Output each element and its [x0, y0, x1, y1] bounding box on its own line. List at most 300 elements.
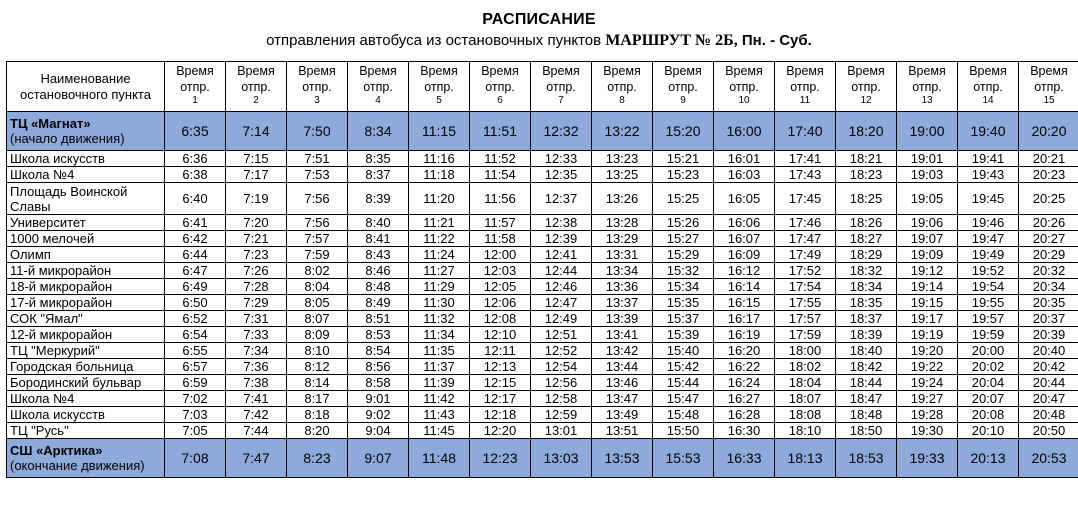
column-label-time: Время — [969, 64, 1007, 78]
departure-time: 13:36 — [592, 279, 653, 295]
departure-time: 11:58 — [470, 231, 531, 247]
departure-time: 13:39 — [592, 311, 653, 327]
departure-time: 19:07 — [897, 231, 958, 247]
departure-time: 12:58 — [531, 391, 592, 407]
departure-time: 12:51 — [531, 327, 592, 343]
departure-time: 12:52 — [531, 343, 592, 359]
departure-time: 20:48 — [1019, 407, 1078, 423]
header-row — [7, 62, 1078, 112]
stop-row — [7, 295, 1078, 311]
departure-time: 17:45 — [775, 183, 836, 215]
departure-time: 18:42 — [836, 359, 897, 375]
departure-time: 18:47 — [836, 391, 897, 407]
departure-time: 12:15 — [470, 375, 531, 391]
departure-time: 19:47 — [958, 231, 1019, 247]
departure-time: 18:02 — [775, 359, 836, 375]
stop-row — [7, 423, 1078, 439]
departure-time: 13:34 — [592, 263, 653, 279]
departure-time: 20:13 — [958, 439, 1019, 478]
departure-time: 15:37 — [653, 311, 714, 327]
column-number: 11 — [799, 95, 811, 106]
departure-time: 7:53 — [287, 167, 348, 183]
stop-name: 18-й микрорайон — [7, 279, 165, 295]
departure-time: 7:15 — [226, 151, 287, 167]
departure-time: 11:16 — [409, 151, 470, 167]
departure-time: 13:37 — [592, 295, 653, 311]
departure-time: 18:04 — [775, 375, 836, 391]
departure-time: 18:48 — [836, 407, 897, 423]
departure-time: 20:23 — [1019, 167, 1078, 183]
departure-time: 11:51 — [470, 112, 531, 151]
departure-time: 8:51 — [348, 311, 409, 327]
column-label-time: Время — [420, 64, 458, 78]
departure-time: 6:49 — [165, 279, 226, 295]
departure-time: 8:04 — [287, 279, 348, 295]
departure-time: 16:03 — [714, 167, 775, 183]
departure-time: 8:58 — [348, 375, 409, 391]
stop-row — [7, 183, 1078, 215]
departure-time: 18:37 — [836, 311, 897, 327]
stop-name: 17-й микрорайон — [7, 295, 165, 311]
departure-time: 15:25 — [653, 183, 714, 215]
departure-time: 6:47 — [165, 263, 226, 279]
departure-time: 18:39 — [836, 327, 897, 343]
column-label-time: Время — [359, 64, 397, 78]
departure-time: 18:10 — [775, 423, 836, 439]
departure-time: 8:10 — [287, 343, 348, 359]
departure-time: 20:53 — [1019, 439, 1078, 478]
departure-time: 12:20 — [470, 423, 531, 439]
departure-time: 18:29 — [836, 247, 897, 263]
departure-time: 19:43 — [958, 167, 1019, 183]
stop-name: Городская больница — [7, 359, 165, 375]
departure-time: 13:44 — [592, 359, 653, 375]
departure-time: 20:10 — [958, 423, 1019, 439]
departure-time: 13:25 — [592, 167, 653, 183]
stop-row — [7, 279, 1078, 295]
departure-time: 11:45 — [409, 423, 470, 439]
column-number: 3 — [314, 95, 320, 106]
terminal-stop-row — [7, 112, 1078, 151]
departure-time: 12:10 — [470, 327, 531, 343]
departure-time: 20:29 — [1019, 247, 1078, 263]
departure-time: 19:55 — [958, 295, 1019, 311]
departure-time: 19:01 — [897, 151, 958, 167]
departure-time: 9:01 — [348, 391, 409, 407]
departure-time: 8:35 — [348, 151, 409, 167]
departure-time: 17:43 — [775, 167, 836, 183]
departure-time: 12:05 — [470, 279, 531, 295]
departure-column-header — [348, 62, 409, 112]
departure-time: 16:05 — [714, 183, 775, 215]
departure-time: 7:29 — [226, 295, 287, 311]
stop-name-header: Наименование остановочного пункта — [7, 62, 165, 112]
departure-time: 18:53 — [836, 439, 897, 478]
stop-row — [7, 359, 1078, 375]
departure-time: 19:40 — [958, 112, 1019, 151]
departure-time: 18:00 — [775, 343, 836, 359]
column-number: 10 — [738, 95, 750, 106]
stop-row — [7, 343, 1078, 359]
departure-time: 20:42 — [1019, 359, 1078, 375]
departure-time: 15:34 — [653, 279, 714, 295]
departure-time: 19:15 — [897, 295, 958, 311]
departure-time: 8:34 — [348, 112, 409, 151]
column-label-time: Время — [908, 64, 946, 78]
departure-time: 13:22 — [592, 112, 653, 151]
departure-time: 7:57 — [287, 231, 348, 247]
departure-time: 8:53 — [348, 327, 409, 343]
departure-time: 17:47 — [775, 231, 836, 247]
departure-time: 18:26 — [836, 215, 897, 231]
departure-time: 18:32 — [836, 263, 897, 279]
departure-time: 15:21 — [653, 151, 714, 167]
departure-time: 8:46 — [348, 263, 409, 279]
column-number: 9 — [680, 95, 686, 106]
departure-time: 12:35 — [531, 167, 592, 183]
departure-time: 19:22 — [897, 359, 958, 375]
departure-time: 16:33 — [714, 439, 775, 478]
column-label-time: Время — [176, 64, 214, 78]
departure-time: 18:27 — [836, 231, 897, 247]
departure-time: 20:25 — [1019, 183, 1078, 215]
departure-time: 20:37 — [1019, 311, 1078, 327]
departure-time: 8:39 — [348, 183, 409, 215]
stop-row — [7, 327, 1078, 343]
departure-time: 7:50 — [287, 112, 348, 151]
departure-time: 12:39 — [531, 231, 592, 247]
departure-time: 12:38 — [531, 215, 592, 231]
departure-time: 15:26 — [653, 215, 714, 231]
stop-row — [7, 231, 1078, 247]
stop-row — [7, 167, 1078, 183]
departure-time: 11:54 — [470, 167, 531, 183]
departure-time: 19:24 — [897, 375, 958, 391]
departure-time: 7:17 — [226, 167, 287, 183]
departure-time: 11:15 — [409, 112, 470, 151]
column-label-time: Время — [603, 64, 641, 78]
column-label-departure: отпр. — [790, 79, 820, 94]
departure-time: 6:59 — [165, 375, 226, 391]
stop-name: Олимп — [7, 247, 165, 263]
departure-time: 6:52 — [165, 311, 226, 327]
departure-time: 16:17 — [714, 311, 775, 327]
stop-name — [7, 112, 165, 151]
departure-time: 11:29 — [409, 279, 470, 295]
departure-time: 11:20 — [409, 183, 470, 215]
departure-time: 18:21 — [836, 151, 897, 167]
departure-time: 13:28 — [592, 215, 653, 231]
departure-time: 12:46 — [531, 279, 592, 295]
departure-time: 16:19 — [714, 327, 775, 343]
stop-name-label: ТЦ «Магнат» — [10, 116, 91, 131]
subtitle-prefix: отправления автобуса из остановочных пунктов — [266, 32, 602, 49]
departure-time: 17:46 — [775, 215, 836, 231]
departure-time: 16:15 — [714, 295, 775, 311]
departure-time: 17:55 — [775, 295, 836, 311]
departure-time: 18:25 — [836, 183, 897, 215]
departure-time: 19:06 — [897, 215, 958, 231]
departure-time: 15:27 — [653, 231, 714, 247]
stop-row — [7, 247, 1078, 263]
departure-time: 12:23 — [470, 439, 531, 478]
column-label-departure: отпр. — [912, 79, 942, 94]
departure-time: 16:14 — [714, 279, 775, 295]
departure-time: 11:48 — [409, 439, 470, 478]
departure-time: 8:41 — [348, 231, 409, 247]
column-number: 13 — [921, 95, 933, 106]
departure-column-header — [897, 62, 958, 112]
departure-time: 12:03 — [470, 263, 531, 279]
departure-time: 19:03 — [897, 167, 958, 183]
departure-time: 18:20 — [836, 112, 897, 151]
column-number: 15 — [1043, 95, 1055, 106]
departure-time: 19:59 — [958, 327, 1019, 343]
departure-time: 13:01 — [531, 423, 592, 439]
departure-time: 16:06 — [714, 215, 775, 231]
departure-column-header — [226, 62, 287, 112]
column-label-departure: отпр. — [973, 79, 1003, 94]
departure-time: 20:02 — [958, 359, 1019, 375]
departure-time: 19:27 — [897, 391, 958, 407]
column-number: 7 — [558, 95, 564, 106]
departure-time: 17:57 — [775, 311, 836, 327]
column-label-departure: отпр. — [729, 79, 759, 94]
departure-time: 12:56 — [531, 375, 592, 391]
departure-column-header — [165, 62, 226, 112]
departure-time: 13:29 — [592, 231, 653, 247]
departure-time: 11:57 — [470, 215, 531, 231]
departure-time: 8:43 — [348, 247, 409, 263]
stop-row — [7, 151, 1078, 167]
departure-time: 12:41 — [531, 247, 592, 263]
departure-time: 6:41 — [165, 215, 226, 231]
stop-name: 11-й микрорайон — [7, 263, 165, 279]
column-label-departure: отпр. — [607, 79, 637, 94]
departure-time: 11:30 — [409, 295, 470, 311]
column-number: 12 — [860, 95, 872, 106]
schedule-title: РАСПИСАНИЕ — [482, 11, 596, 28]
departure-time: 9:07 — [348, 439, 409, 478]
departure-time: 8:54 — [348, 343, 409, 359]
departure-time: 11:35 — [409, 343, 470, 359]
stop-name: Школа №4 — [7, 167, 165, 183]
departure-time: 18:34 — [836, 279, 897, 295]
departure-time: 6:40 — [165, 183, 226, 215]
departure-time: 20:50 — [1019, 423, 1078, 439]
departure-time: 11:43 — [409, 407, 470, 423]
stop-name: Школа искусств — [7, 151, 165, 167]
departure-time: 15:32 — [653, 263, 714, 279]
departure-time: 6:36 — [165, 151, 226, 167]
schedule-subtitle — [0, 32, 1078, 50]
departure-time: 20:08 — [958, 407, 1019, 423]
departure-time: 7:28 — [226, 279, 287, 295]
departure-time: 7:36 — [226, 359, 287, 375]
column-label-time: Время — [1030, 64, 1068, 78]
departure-time: 8:23 — [287, 439, 348, 478]
column-label-departure: отпр. — [180, 79, 210, 94]
stop-row — [7, 311, 1078, 327]
departure-time: 7:56 — [287, 215, 348, 231]
stop-name: СОК "Ямал" — [7, 311, 165, 327]
departure-time: 15:47 — [653, 391, 714, 407]
departure-time: 7:38 — [226, 375, 287, 391]
departure-time: 20:39 — [1019, 327, 1078, 343]
stop-note: (окончание движения) — [10, 458, 145, 473]
departure-time: 19:00 — [897, 112, 958, 151]
departure-time: 12:06 — [470, 295, 531, 311]
stop-name-label: СШ «Арктика» — [10, 443, 103, 458]
departure-time: 18:08 — [775, 407, 836, 423]
departure-time: 12:49 — [531, 311, 592, 327]
column-number: 4 — [375, 95, 381, 106]
departure-time: 7:26 — [226, 263, 287, 279]
departure-time: 12:17 — [470, 391, 531, 407]
departure-column-header — [836, 62, 897, 112]
departure-time: 15:29 — [653, 247, 714, 263]
departure-time: 17:41 — [775, 151, 836, 167]
departure-time: 18:07 — [775, 391, 836, 407]
departure-time: 19:41 — [958, 151, 1019, 167]
departure-time: 8:18 — [287, 407, 348, 423]
departure-time: 8:12 — [287, 359, 348, 375]
departure-time: 6:57 — [165, 359, 226, 375]
stop-row — [7, 407, 1078, 423]
departure-time: 12:32 — [531, 112, 592, 151]
departure-time: 11:52 — [470, 151, 531, 167]
departure-time: 17:54 — [775, 279, 836, 295]
departure-time: 20:44 — [1019, 375, 1078, 391]
departure-time: 19:19 — [897, 327, 958, 343]
departure-time: 12:11 — [470, 343, 531, 359]
departure-time: 12:37 — [531, 183, 592, 215]
column-label-departure: отпр. — [363, 79, 393, 94]
departure-time: 8:49 — [348, 295, 409, 311]
departure-time: 20:35 — [1019, 295, 1078, 311]
departure-time: 19:28 — [897, 407, 958, 423]
departure-time: 19:45 — [958, 183, 1019, 215]
departure-time: 16:27 — [714, 391, 775, 407]
departure-time: 15:40 — [653, 343, 714, 359]
column-label-departure: отпр. — [485, 79, 515, 94]
departure-time: 11:21 — [409, 215, 470, 231]
terminal-stop-row — [7, 439, 1078, 478]
column-number: 8 — [619, 95, 625, 106]
stop-note: (начало движения) — [10, 131, 125, 146]
operating-days: Пн. - Суб. — [741, 32, 812, 49]
column-number: 6 — [497, 95, 503, 106]
departure-time: 7:02 — [165, 391, 226, 407]
departure-column-header — [653, 62, 714, 112]
departure-time: 20:20 — [1019, 112, 1078, 151]
departure-time: 13:31 — [592, 247, 653, 263]
departure-time: 16:07 — [714, 231, 775, 247]
departure-column-header — [592, 62, 653, 112]
departure-time: 20:40 — [1019, 343, 1078, 359]
departure-time: 11:37 — [409, 359, 470, 375]
departure-column-header — [409, 62, 470, 112]
departure-column-header — [775, 62, 836, 112]
departure-time: 16:09 — [714, 247, 775, 263]
stop-name: Бородинский бульвар — [7, 375, 165, 391]
departure-time: 6:50 — [165, 295, 226, 311]
departure-time: 7:42 — [226, 407, 287, 423]
departure-time: 7:56 — [287, 183, 348, 215]
departure-time: 17:49 — [775, 247, 836, 263]
stop-name: Школа искусств — [7, 407, 165, 423]
departure-time: 7:44 — [226, 423, 287, 439]
departure-time: 7:08 — [165, 439, 226, 478]
departure-time: 11:18 — [409, 167, 470, 183]
column-label-departure: отпр. — [851, 79, 881, 94]
departure-time: 18:40 — [836, 343, 897, 359]
column-label-time: Время — [298, 64, 336, 78]
departure-time: 13:23 — [592, 151, 653, 167]
column-label-time: Время — [725, 64, 763, 78]
departure-time: 20:26 — [1019, 215, 1078, 231]
departure-time: 17:52 — [775, 263, 836, 279]
departure-time: 15:50 — [653, 423, 714, 439]
column-label-time: Время — [237, 64, 275, 78]
departure-time: 8:05 — [287, 295, 348, 311]
stop-name — [7, 439, 165, 478]
departure-time: 16:00 — [714, 112, 775, 151]
departure-time: 7:33 — [226, 327, 287, 343]
departure-time: 13:03 — [531, 439, 592, 478]
departure-time: 6:54 — [165, 327, 226, 343]
departure-time: 18:50 — [836, 423, 897, 439]
departure-time: 7:59 — [287, 247, 348, 263]
departure-time: 9:02 — [348, 407, 409, 423]
departure-time: 7:19 — [226, 183, 287, 215]
departure-time: 7:47 — [226, 439, 287, 478]
departure-time: 19:20 — [897, 343, 958, 359]
departure-time: 11:56 — [470, 183, 531, 215]
departure-time: 19:09 — [897, 247, 958, 263]
departure-time: 8:48 — [348, 279, 409, 295]
departure-time: 12:13 — [470, 359, 531, 375]
departure-time: 12:59 — [531, 407, 592, 423]
departure-time: 19:57 — [958, 311, 1019, 327]
departure-column-header — [958, 62, 1019, 112]
schedule-table — [6, 61, 1078, 478]
stop-name: Площадь Воинской Славы — [7, 183, 165, 215]
departure-time: 19:46 — [958, 215, 1019, 231]
column-label-time: Время — [481, 64, 519, 78]
departure-time: 19:33 — [897, 439, 958, 478]
departure-time: 20:27 — [1019, 231, 1078, 247]
column-label-time: Время — [542, 64, 580, 78]
departure-column-header — [470, 62, 531, 112]
departure-time: 13:53 — [592, 439, 653, 478]
departure-time: 11:34 — [409, 327, 470, 343]
departure-time: 17:40 — [775, 112, 836, 151]
departure-time: 20:21 — [1019, 151, 1078, 167]
departure-time: 16:20 — [714, 343, 775, 359]
departure-time: 11:27 — [409, 263, 470, 279]
departure-time: 12:33 — [531, 151, 592, 167]
departure-time: 7:51 — [287, 151, 348, 167]
departure-time: 15:39 — [653, 327, 714, 343]
schedule-body — [7, 112, 1078, 478]
column-label-departure: отпр. — [1034, 79, 1064, 94]
departure-column-header — [287, 62, 348, 112]
departure-time: 19:52 — [958, 263, 1019, 279]
departure-time: 12:54 — [531, 359, 592, 375]
departure-time: 20:47 — [1019, 391, 1078, 407]
departure-time: 19:12 — [897, 263, 958, 279]
